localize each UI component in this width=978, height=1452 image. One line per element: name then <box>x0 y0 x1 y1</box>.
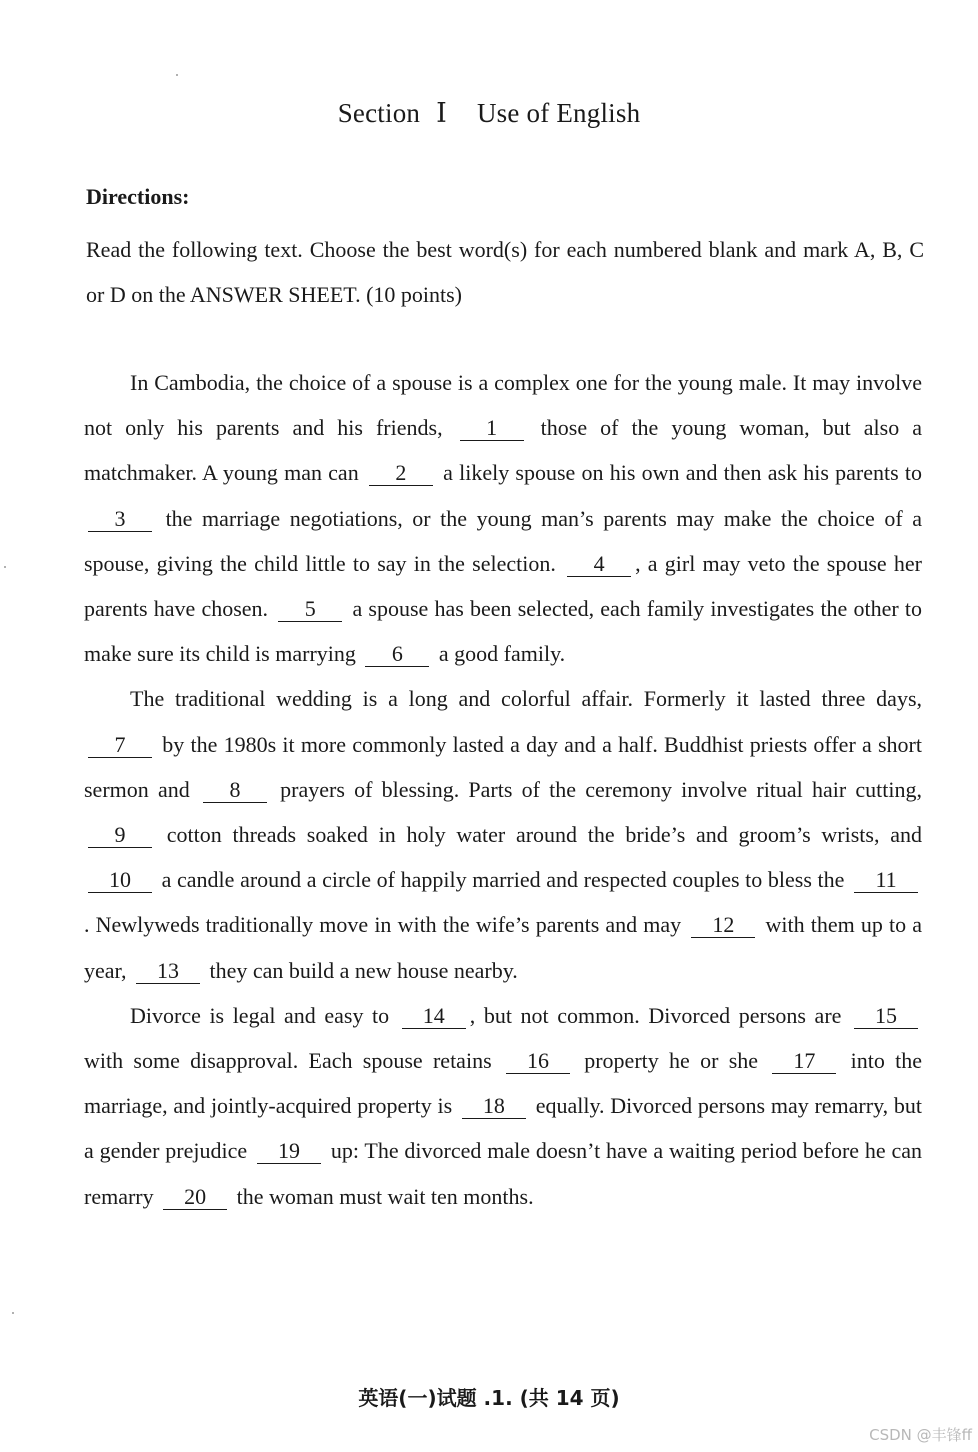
passage-text: , a girl may veto the spouse her parents have chosen. <box>84 550 922 622</box>
page-footer: 英语(一)试题 .1. (共 14 页) <box>358 1386 620 1410</box>
section-label: Section <box>337 98 421 128</box>
passage-text: property he or she <box>584 1048 759 1074</box>
paragraph-3 <box>84 993 922 1219</box>
passage <box>84 360 922 1219</box>
blank-12: 12 <box>691 913 755 938</box>
directions-label: Directions: <box>86 184 190 209</box>
scan-speck <box>12 1312 14 1314</box>
passage-text: the woman must wait ten months. <box>236 1183 534 1209</box>
blank-19: 19 <box>257 1139 321 1164</box>
paragraph-2 <box>84 676 922 992</box>
passage-text: prayers of blessing. Parts of the ceremony involve ritual hair cutting, <box>280 776 922 802</box>
scan-speck <box>4 566 6 568</box>
blank-11: 11 <box>854 868 918 893</box>
blank-3: 3 <box>88 507 152 532</box>
passage-text: , but not common. Divorced persons are <box>469 1002 842 1028</box>
passage-text: the marriage negotiations, or the young man’s parents may make the choice of a spouse, giving the child little to say in the selection. <box>84 505 923 576</box>
passage-text: In Cambodia, the choice of a spouse is a complex one for the young male. It may involve not only his parents and his friends, <box>84 370 922 441</box>
passage-text: Divorce is legal and easy to <box>130 1002 390 1028</box>
watermark: CSDN @丰锋ff <box>869 1426 972 1444</box>
blank-17: 17 <box>772 1049 836 1074</box>
passage-text: with some disapproval. Each spouse retains <box>84 1048 492 1074</box>
passage-text: they can build a new house nearby. <box>209 957 518 983</box>
passage-text: a spouse has been selected, each family investigates the other to make sure its child is marrying <box>84 596 923 667</box>
blank-1: 1 <box>460 416 524 441</box>
blank-15: 15 <box>854 1004 918 1029</box>
scan-speck <box>176 74 178 76</box>
passage-text: into the marriage, and jointly-acquired property is <box>84 1048 923 1119</box>
passage-text: with them up to a year, <box>84 912 922 983</box>
passage-text: by the 1980s it more commonly lasted a day and a half. Buddhist priests offer a short sermon and <box>84 731 922 802</box>
blank-16: 16 <box>506 1049 570 1074</box>
passage-text: a candle around a circle of happily married and respected couples to bless the <box>161 867 845 893</box>
blank-2: 2 <box>369 461 433 486</box>
paragraph-1 <box>84 360 922 676</box>
blank-20: 20 <box>163 1185 227 1210</box>
passage-text: a good family. <box>438 641 566 667</box>
section-number: Ⅰ <box>436 98 447 128</box>
blank-18: 18 <box>462 1094 526 1119</box>
passage-text: equally. Divorced persons may remarry, but a gender prejudice <box>84 1093 923 1164</box>
section-title <box>0 98 978 129</box>
blank-8: 8 <box>203 778 267 803</box>
passage-text: those of the young woman, but also a matchmaker. A young man can <box>84 415 923 486</box>
blank-5: 5 <box>278 597 342 622</box>
section-name: Use of English <box>476 98 641 128</box>
blank-13: 13 <box>136 959 200 984</box>
blank-7: 7 <box>88 733 152 758</box>
blank-9: 9 <box>88 823 152 848</box>
blank-6: 6 <box>365 642 429 667</box>
passage-text: . Newlyweds traditionally move in with the wife’s parents and may <box>84 912 682 938</box>
passage-text: up: The divorced male doesn’t have a waiting period before he can remarry <box>84 1138 923 1209</box>
blank-10: 10 <box>88 868 152 893</box>
passage-text: a likely spouse on his own and then ask his parents to <box>443 460 923 486</box>
passage-text: The traditional wedding is a long and colorful affair. Formerly it lasted three days, <box>130 686 922 712</box>
passage-text: cotton threads soaked in holy water around the bride’s and groom’s wrists, and <box>166 822 922 848</box>
blank-4: 4 <box>567 552 631 577</box>
blank-14: 14 <box>402 1004 466 1029</box>
directions-text: Read the following text. Choose the best word(s) for each numbered blank and mark A, B, C or D on the ANSWER SHEET. (10 points) <box>86 237 924 307</box>
